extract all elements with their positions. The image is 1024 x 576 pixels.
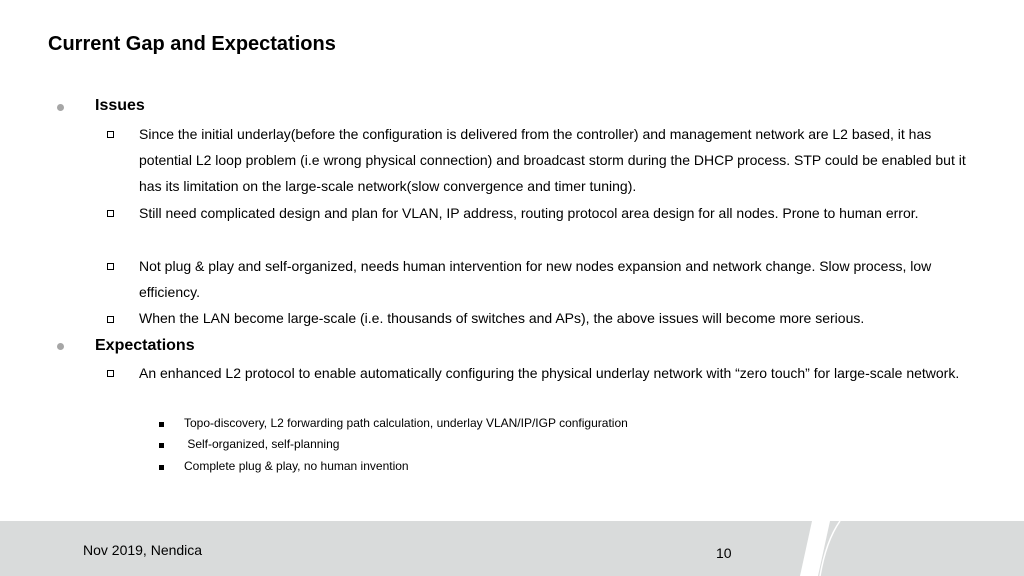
issue-item: Since the initial underlay(before the configuration is delivered from the controller) and management network are L2 based, it has potential L2 loop problem (i.e wrong physical connection) and broadcast storm during the DHCP process. STP could be enabled but it has its limitation on the large-scale network(slow convergence and timer tuning). (139, 126, 966, 194)
hollow-square-bullet-icon (107, 316, 114, 323)
hollow-square-bullet-icon (107, 131, 114, 138)
hollow-square-bullet-icon (107, 210, 114, 217)
expectation-subitem: Complete plug & play, no human invention (184, 459, 409, 473)
slide-title: Current Gap and Expectations (48, 33, 336, 55)
expectation-subitem: Topo-discovery, L2 forwarding path calculation, underlay VLAN/IP/IGP configuration (184, 416, 628, 430)
filled-square-bullet-icon (159, 465, 164, 470)
filled-square-bullet-icon (159, 443, 164, 448)
section-heading-issues: Issues (95, 97, 145, 114)
issue-item: Still need complicated design and plan for VLAN, IP address, routing protocol area design for all nodes. Prone to human error. (139, 205, 919, 221)
footer-date-org: Nov 2019, Nendica (83, 542, 203, 558)
issue-item: Not plug & play and self-organized, needs human intervention for new nodes expansion and network change. Slow process, low efficiency. (139, 258, 932, 300)
bullet-dot-icon (57, 104, 64, 111)
issue-item: When the LAN become large-scale (i.e. thousands of switches and APs), the above issues will become more serious. (139, 310, 865, 326)
hollow-square-bullet-icon (107, 263, 114, 270)
hollow-square-bullet-icon (107, 370, 114, 377)
bullet-dot-icon (57, 343, 64, 350)
page-number: 10 (716, 545, 732, 561)
expectation-item: An enhanced L2 protocol to enable automatically configuring the physical underlay network with “zero touch” for large-scale network. (139, 365, 960, 381)
section-heading-expectations: Expectations (95, 337, 195, 354)
expectation-subitem: Self-organized, self-planning (184, 437, 340, 451)
filled-square-bullet-icon (159, 422, 164, 427)
